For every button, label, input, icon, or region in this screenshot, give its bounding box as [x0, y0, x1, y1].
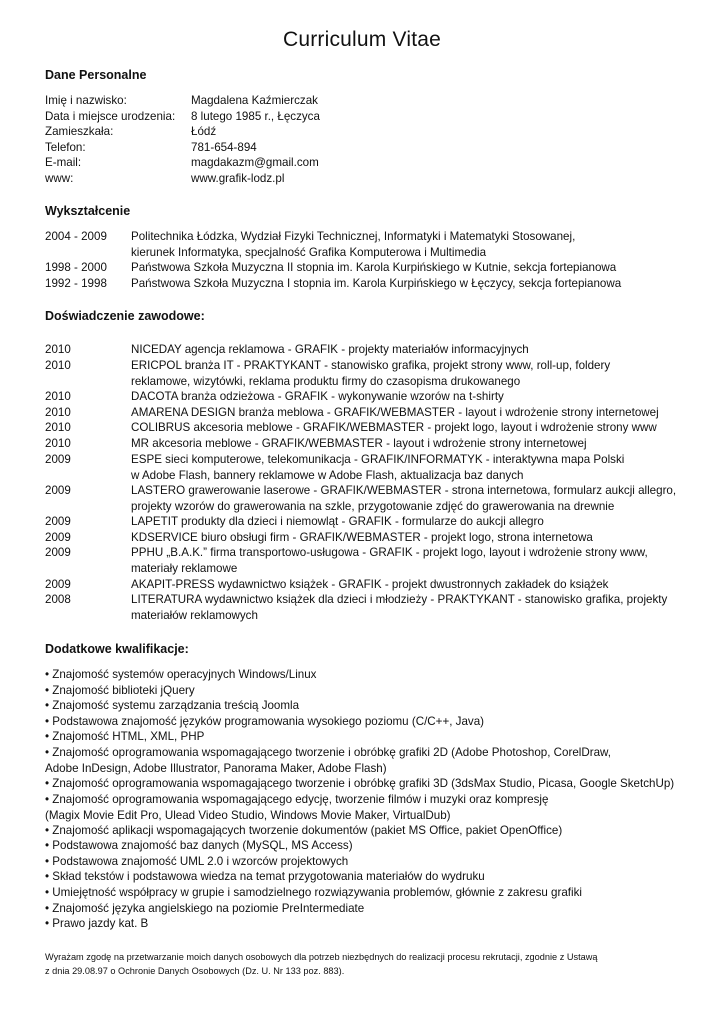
personal-value: Magdalena Kaźmierczak	[191, 94, 318, 107]
consent-clause: Wyrażam zgodę na przetwarzanie moich danych osobowych dla potrzeb niezbędnych do realizacji procesu rekrutacji, zgodnie z Ustawą z dnia 29.08.97 o Ochronie Danych Osobowych (Dz. U. Nr 133 poz. 883).	[45, 952, 598, 976]
personal-value: 781-654-894	[191, 141, 257, 154]
education-text: Państwowa Szkoła Muzyczna II stopnia im. Karola Kurpińskiego w Kutnie, sekcja fortepianowa	[131, 261, 617, 274]
skill-item: • Podstawowa znajomość języków programowania wysokiego poziomu (C/C++, Java)	[45, 715, 485, 728]
personal-label: Telefon:	[45, 141, 86, 154]
education-years: 1998 - 2000	[45, 261, 107, 274]
skill-item: • Znajomość HTML, XML, PHP	[45, 730, 205, 743]
personal-row	[45, 124, 216, 140]
experience-year: 2009	[45, 578, 71, 591]
website-value[interactable]: www.grafik-lodz.pl	[191, 172, 285, 185]
skill-item: • Znajomość języka angielskiego na poziomie PreIntermediate	[45, 902, 365, 915]
experience-year: 2009	[45, 546, 71, 559]
personal-value: Łódź	[191, 125, 217, 138]
personal-row	[45, 171, 284, 187]
skill-item: • Skład tekstów i podstawowa wiedza na temat przygotowania materiałów do wydruku	[45, 870, 485, 883]
experience-text: KDSERVICE biuro obsługi firm - GRAFIK/WEBMASTER - projekt logo, strona internetowa	[131, 531, 593, 544]
skill-item: • Znajomość systemu zarządzania treścią Joomla	[45, 699, 300, 712]
experience-text: LITERATURA wydawnictwo książek dla dzieci i młodzieży - PRAKTYKANT - stanowisko grafika, projekty materiałów reklamowych	[131, 593, 668, 622]
experience-text: LASTERO grawerowanie laserowe - GRAFIK/WEBMASTER - strona internetowa, formularz aukcji allegro, projekty wzorów do grawerowania na szkle, przygotowanie zdjęć do grawerowania na drewnie	[131, 484, 677, 513]
experience-text: DACOTA branża odzieżowa - GRAFIK - wykonywanie wzorów na t-shirty	[131, 390, 504, 403]
personal-row	[45, 155, 319, 171]
experience-text: AMARENA DESIGN branża meblowa - GRAFIK/WEBMASTER - layout i wdrożenie strony internetowej	[131, 406, 659, 419]
skills-heading: Dodatkowe kwalifikacje:	[45, 642, 189, 656]
skill-item: • Znajomość oprogramowania wspomagającego tworzenie i obróbkę grafiki 2D (Adobe Photoshop, CorelDraw, Adobe InDesign, Adobe Illustrator, Panorama Maker, Adobe Flash)	[45, 746, 612, 775]
experience-text: ESPE sieci komputerowe, telekomunikacja - GRAFIK/INFORMATYK - interaktywna mapa Polski w Adobe Flash, bannery reklamowe w Adobe Flash, aktualizacja baz danych	[131, 453, 625, 482]
experience-heading: Doświadczenie zawodowe:	[45, 309, 205, 323]
experience-year: 2009	[45, 453, 71, 466]
experience-text: AKAPIT-PRESS wydawnictwo książek - GRAFIK - projekt dwustronnych zakładek do książek	[131, 578, 609, 591]
personal-value: 8 lutego 1985 r., Łęczyca	[191, 110, 320, 123]
experience-year: 2010	[45, 343, 71, 356]
page-title: Curriculum Vitae	[282, 28, 442, 51]
skill-item: • Prawo jazdy kat. B	[45, 917, 149, 930]
experience-year: 2009	[45, 531, 71, 544]
personal-label: E-mail:	[45, 156, 82, 169]
skill-item: • Podstawowa znajomość baz danych (MySQL, MS Access)	[45, 839, 353, 852]
personal-row	[45, 140, 257, 156]
skill-item: • Znajomość oprogramowania wspomagającego tworzenie i obróbkę grafiki 3D (3dsMax Studio, Picasa, Google SketchUp)	[45, 777, 675, 790]
skill-item: • Umiejętność współpracy w grupie i samodzielnego rozwiązywania problemów, głównie z zakresu grafiki	[45, 886, 582, 899]
email-value[interactable]: magdakazm@gmail.com	[191, 156, 319, 169]
personal-row	[45, 109, 320, 125]
experience-year: 2010	[45, 406, 71, 419]
experience-year: 2010	[45, 359, 71, 372]
skill-item: • Znajomość oprogramowania wspomagającego edycję, tworzenie filmów i muzyki oraz kompresję (Magix Movie Edit Pro, Ulead Video Studio, Windows Movie Maker, VirtualDub)	[45, 793, 549, 822]
experience-year: 2009	[45, 515, 71, 528]
education-heading: Wykształcenie	[45, 204, 131, 218]
personal-label: Zamieszkała:	[45, 125, 114, 138]
experience-year: 2008	[45, 593, 71, 606]
experience-text: NICEDAY agencja reklamowa - GRAFIK - projekty materiałów informacyjnych	[131, 343, 529, 356]
skill-item: • Znajomość aplikacji wspomagających tworzenie dokumentów (pakiet MS Office, pakiet OpenOffice)	[45, 824, 563, 837]
experience-year: 2010	[45, 437, 71, 450]
education-text: Państwowa Szkoła Muzyczna I stopnia im. Karola Kurpińskiego w Łęczycy, sekcja fortepianowa	[131, 277, 622, 290]
experience-year: 2010	[45, 390, 71, 403]
education-text: Politechnika Łódzka, Wydział Fizyki Technicznej, Informatyki i Matematyki Stosowanej, kierunek Informatyka, specjalność Grafika Komputerowa i Multimedia	[131, 230, 576, 259]
experience-text: ERICPOL branża IT - PRAKTYKANT - stanowisko grafika, projekt strony www, roll-up, foldery reklamowe, wizytówki, reklama produktu firmy do czasopisma drukowanego	[131, 359, 611, 388]
skill-item: • Podstawowa znajomość UML 2.0 i wzorców projektowych	[45, 855, 349, 868]
experience-year: 2009	[45, 484, 71, 497]
experience-text: COLIBRUS akcesoria meblowe - GRAFIK/WEBMASTER - projekt logo, layout i wdrożenie strony www	[131, 421, 657, 434]
personal-label: Imię i nazwisko:	[45, 94, 127, 107]
experience-text: MR akcesoria meblowe - GRAFIK/WEBMASTER - layout i wdrożenie strony internetowej	[131, 437, 587, 450]
personal-heading: Dane Personalne	[45, 68, 147, 82]
experience-year: 2010	[45, 421, 71, 434]
personal-label: www:	[45, 172, 74, 185]
education-years: 2004 - 2009	[45, 230, 107, 243]
education-years: 1992 - 1998	[45, 277, 107, 290]
experience-text: PPHU „B.A.K.” firma transportowo-usługowa - GRAFIK - projekt logo, layout i wdrożenie strony www, materiały reklamowe	[131, 546, 648, 575]
skill-item: • Znajomość systemów operacyjnych Windows/Linux	[45, 668, 317, 681]
skill-item: • Znajomość biblioteki jQuery	[45, 684, 195, 697]
personal-row	[45, 93, 318, 109]
personal-label: Data i miejsce urodzenia:	[45, 110, 176, 123]
experience-text: LAPETIT produkty dla dzieci i niemowląt - GRAFIK - formularze do aukcji allegro	[131, 515, 544, 528]
